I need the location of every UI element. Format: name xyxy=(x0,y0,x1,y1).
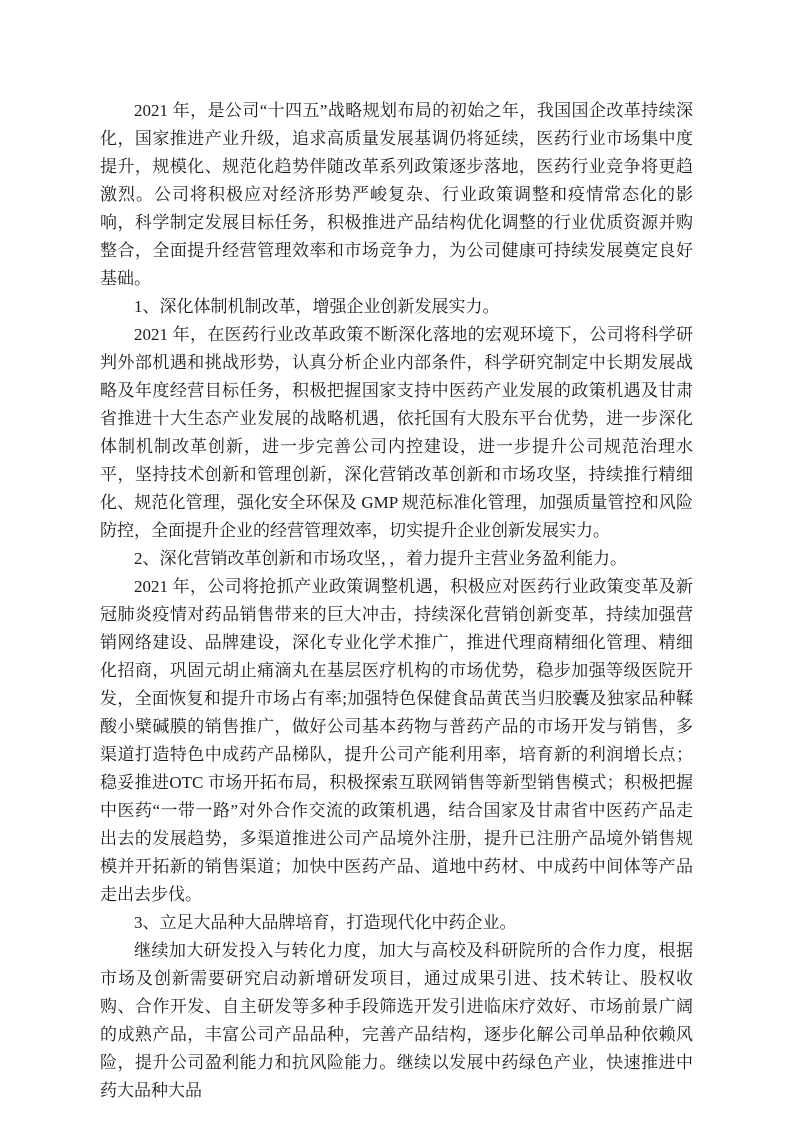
section-heading: 1、深化体制机制改革，增强企业创新发展实力。 xyxy=(134,297,500,316)
body-paragraph: 2021 年，公司将抢抓产业政策调整机遇，积极应对医药行业政策变革及新冠肺炎疫情对药品销售带来的巨大冲击，持续深化营销创新变革，持续加强营销网络建设、品牌建设，深化专业化学术推广，推进代理商精细化管理、精细化招商，巩固元胡止痛滴丸在基层医疗机构的市场优势，稳步加强等级医院开发，全面恢复和提升市场占有率;加强特色保健食品黄芪当归胶囊及独家品种鞣酸小檗碱膜的销售推广，做好公司基本药物与普药产品的市场开发与销售，多渠道打造特色中成药产品梯队，提升公司产能利用率，培育新的利润增长点；稳妥推进OTC 市场开拓布局，积极探索互联网销售等新型销售模式；积极把握中医药“一带一路”对外合作交流的政策机遇，结合国家及甘肃省中医药产品走出去的发展趋势，多渠道推进公司产品境外注册，提升已注册产品境外销售规模并开拓新的销售渠道；加快中医药产品、道地中药材、中成药中间体等产品走出去步伐。 xyxy=(100,577,693,904)
body-paragraph: 2021 年，在医药行业改革政策不断深化落地的宏观环境下，公司将科学研判外部机遇和挑战形势，认真分析企业内部条件，科学研究制定中长期发展战略及年度经营目标任务，积极把握国家支持中医药产业发展的政策机遇及甘肃省推进十大生态产业发展的战略机遇，依托国有大股东平台优势，进一步深化体制机制改革创新，进一步完善公司内控建设，进一步提升公司规范治理水平，坚持技术创新和管理创新，深化营销改革创新和市场攻坚，持续推行精细化、规范化管理，强化安全环保及 GMP 规范标准化管理，加强质量管控和风险防控，全面提升企业的经营管理效率，切实提升企业创新发展实力。 xyxy=(100,325,693,540)
section-heading: 2、深化营销改革创新和市场攻坚，，着力提升主营业务盈利能力。 xyxy=(134,549,627,568)
document-content xyxy=(100,97,693,1105)
body-paragraph: 继续加大研发投入与转化力度，加大与高校及科研院所的合作力度，根据市场及创新需要研究启动新增研发项目，通过成果引进、技术转让、股权收购、合作开发、自主研发等多种手段筛选开发引进临床疗效好、市场前景广阔的成熟产品，丰富公司产品品种，完善产品结构，逐步化解公司单品种依赖风险，提升公司盈利能力和抗风险能力。继续以发展中药绿色产业，快速推进中药大品种大品 xyxy=(100,941,693,1100)
body-paragraph: 2021 年，是公司“十四五”战略规划布局的初始之年，我国国企改革持续深化，国家推进产业升级，追求高质量发展基调仍将延续，医药行业市场集中度提升，规模化、规范化趋势伴随改革系列政策逐步落地，医药行业竞争将更趋激烈。公司将积极应对经济形势严峻复杂、行业政策调整和疫情常态化的影响，科学制定发展目标任务，积极推进产品结构优化调整的行业优质资源并购整合，全面提升经营管理效率和市场竞争力，为公司健康可持续发展奠定良好基础。 xyxy=(100,101,693,288)
section-heading: 3、立足大品种大品牌培育，打造现代化中药企业。 xyxy=(134,913,517,932)
